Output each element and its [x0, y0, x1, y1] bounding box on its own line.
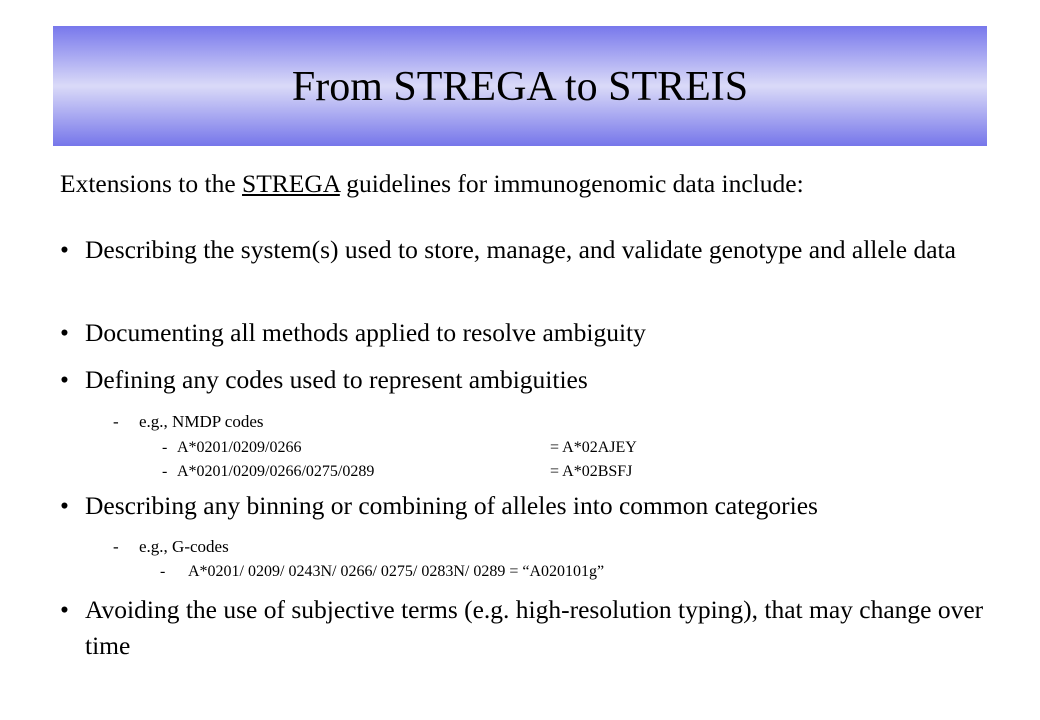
gcodes-row: [160, 561, 604, 583]
bullet-item: [60, 488, 1010, 524]
title-banner: [53, 26, 987, 146]
nmdp-row: [162, 437, 637, 459]
dash-icon: -: [162, 463, 168, 480]
bullet-text: Documenting all methods applied to resolve ambiguity: [85, 318, 646, 347]
nmdp-allele: A*0201/0209/0266/0275/0289: [177, 463, 375, 480]
strega-link[interactable]: STREGA: [242, 169, 340, 198]
dash-icon: -: [162, 439, 168, 456]
gcodes-heading: [113, 536, 229, 558]
dash-icon: -: [113, 537, 119, 556]
dash-icon: -: [160, 563, 166, 580]
nmdp-allele: A*0201/0209/0266: [177, 439, 302, 456]
bullet-text: Describing any binning or combining of alleles into common categories: [85, 491, 818, 520]
gcodes-row-text: A*0201/ 0209/ 0243N/ 0266/ 0275/ 0283N/ 0289 = “A020101g”: [188, 563, 605, 580]
bullet-text: Describing the system(s) used to store, manage, and validate genotype and allele data: [85, 235, 956, 264]
nmdp-heading-text: e.g., NMDP codes: [139, 412, 264, 431]
bullet-item: [60, 315, 1010, 351]
bullet-icon: •: [60, 235, 69, 264]
bullet-icon: •: [60, 318, 69, 347]
nmdp-row: [162, 461, 633, 483]
bullet-icon: •: [60, 365, 69, 394]
intro-text: [60, 166, 804, 202]
nmdp-heading: [113, 411, 264, 433]
bullet-item: [60, 232, 1010, 268]
bullet-item: [60, 592, 1010, 664]
nmdp-code: = A*02BSFJ: [550, 463, 633, 480]
bullet-icon: •: [60, 595, 69, 624]
intro-before: Extensions to the: [60, 169, 243, 198]
bullet-item: [60, 362, 1010, 398]
intro-after: guidelines for immunogenomic data include:: [339, 169, 804, 198]
slide-title: From STREGA to STREIS: [291, 64, 749, 110]
bullet-text: Avoiding the use of subjective terms (e.g. high-resolution typing), that may change over time: [85, 595, 984, 660]
dash-icon: -: [113, 412, 119, 431]
nmdp-code: = A*02AJEY: [550, 439, 637, 456]
gcodes-heading-text: e.g., G-codes: [139, 537, 229, 556]
bullet-icon: •: [60, 491, 69, 520]
bullet-text: Defining any codes used to represent ambiguities: [85, 365, 588, 394]
